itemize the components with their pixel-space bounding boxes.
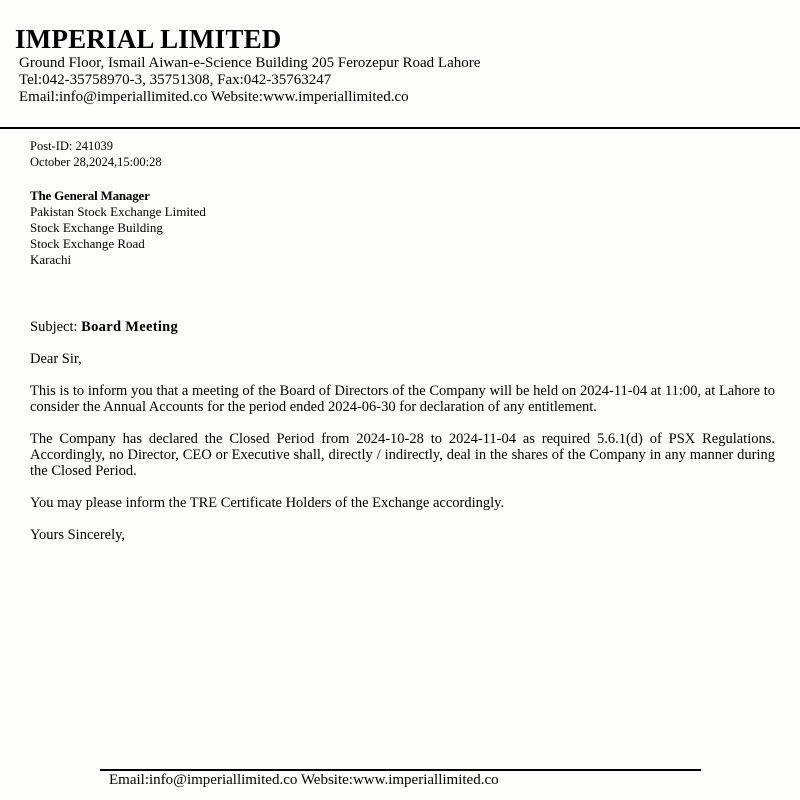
company-web: Email:info@imperiallimited.co Website:www.imperiallimited.co <box>19 89 409 105</box>
recipient-line: Stock Exchange Building <box>30 220 163 235</box>
company-name: IMPERIAL LIMITED <box>15 24 282 54</box>
company-address: Ground Floor, Ismail Aiwan-e-Science Building 205 Ferozepur Road Lahore <box>19 55 481 71</box>
post-datetime: October 28,2024,15:00:28 <box>30 155 162 169</box>
footer-divider <box>100 769 701 771</box>
recipient-line: Karachi <box>30 252 72 267</box>
recipient-line: Stock Exchange Road <box>30 236 145 251</box>
recipient-title: The General Manager <box>30 188 150 203</box>
recipient-line: Pakistan Stock Exchange Limited <box>30 204 206 219</box>
footer-contact: Email:info@imperiallimited.co Website:www.imperiallimited.co <box>109 772 499 788</box>
subject-value: Board Meeting <box>81 319 179 335</box>
salutation: Dear Sir, <box>30 351 82 367</box>
subject-label: Subject: <box>30 319 78 335</box>
body-paragraph-1: This is to inform you that a meeting of the Board of Directors of the Company will be held on 2024-11-04 at 11:00, at Lahore to consider the Annual Accounts for the period ended 2024-06-30 for declaration of any entitlement. <box>30 383 775 415</box>
post-id: Post-ID: 241039 <box>30 139 113 153</box>
recipient-block <box>30 188 206 268</box>
body-paragraph-2: The Company has declared the Closed Period from 2024-10-28 to 2024-11-04 as required 5.6.1(d) of PSX Regulations. Accordingly, no Director, CEO or Executive shall, directly / indirectly, deal in the shares of the Company in any manner during the Closed Period. <box>30 431 775 479</box>
subject-line <box>30 319 178 336</box>
closing: Yours Sincerely, <box>30 527 126 543</box>
header-divider <box>0 127 800 129</box>
body-paragraph-3: You may please inform the TRE Certificate Holders of the Exchange accordingly. <box>30 495 505 511</box>
company-phone: Tel:042-35758970-3, 35751308, Fax:042-35763247 <box>19 72 332 88</box>
